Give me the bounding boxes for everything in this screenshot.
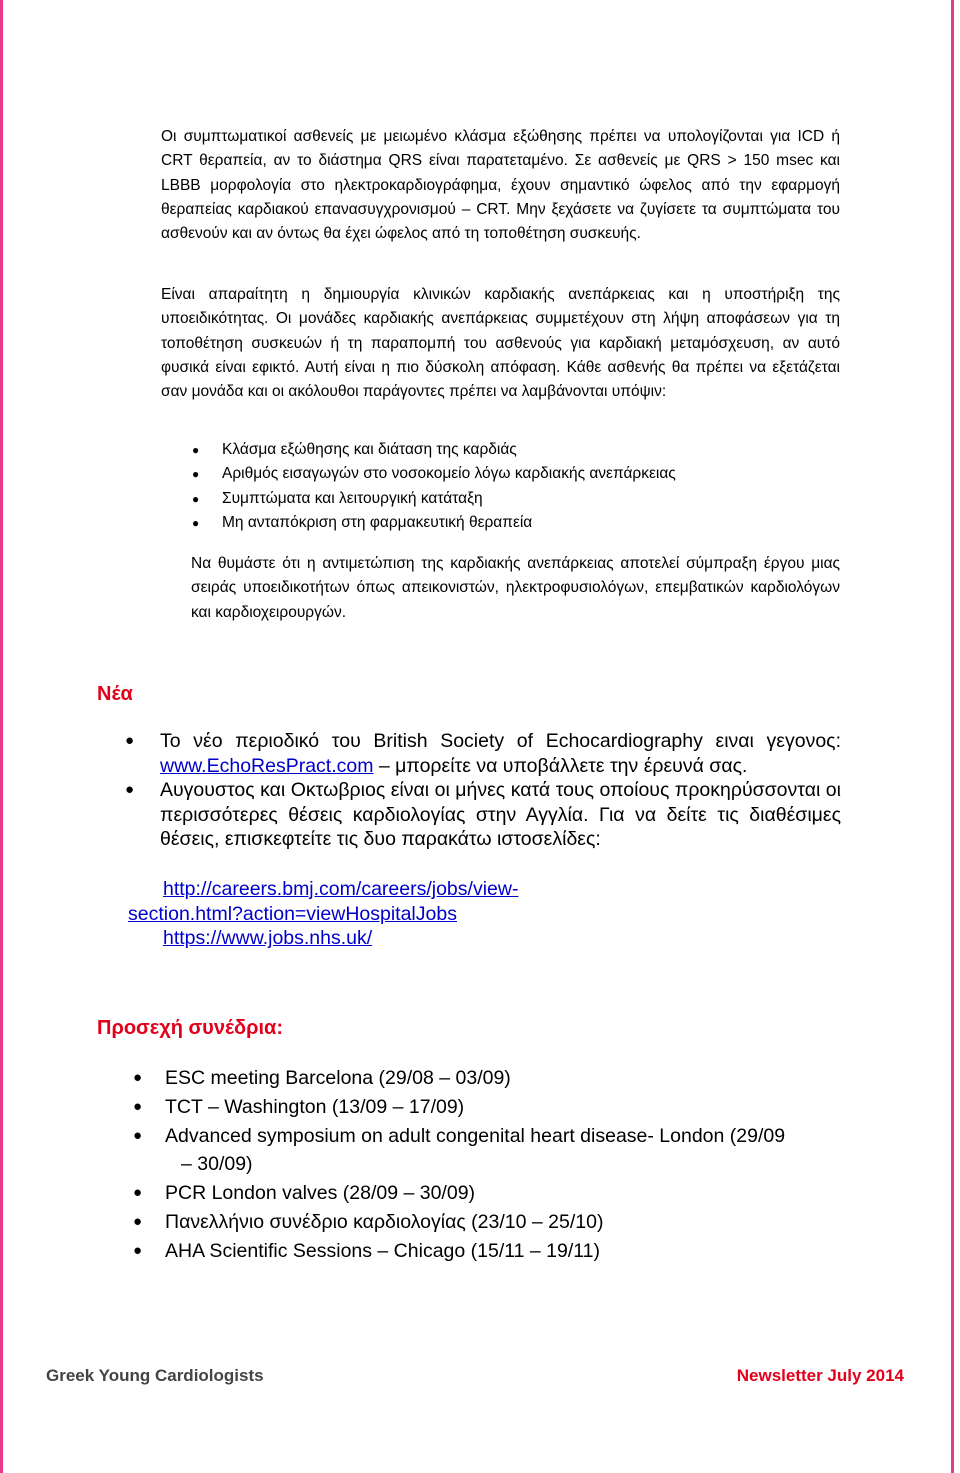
paragraph-crt: Οι συμπτωματικοί ασθενείς με μειωμένο κλάσμα εξώθησης πρέπει να υπολογίζονται για ICD ή CRT θεραπεία, αν το διάστημα QRS είναι παρατεταμένο. Σε ασθενείς με QRS > 150 msec και LBBB μορφολογία στο ηλεκτροκαρδιογράφημα, έχουν σημαντικό ώφελος από την εφαρμογή θεραπείας καρδιακού επανασυγχρονισμού – CRT. Μην ξεχάσετε να ζυγίσετε τα συμπτώματα του ασθενούν και αν όντως θα έχει ώφελος από τη τοποθέτηση συσκευής.	[161, 128, 840, 243]
bullet-icon: ●	[125, 781, 135, 799]
news-heading: Νέα	[97, 683, 133, 705]
factors-list	[161, 438, 841, 535]
bullet-icon: ●	[133, 1242, 143, 1259]
news-list	[120, 729, 841, 852]
list-item: ● PCR London valves (28/09 – 30/09)	[130, 1179, 842, 1207]
footer-org-name: Greek Young Cardiologists	[46, 1366, 264, 1385]
list-item: ● AHA Scientific Sessions – Chicago (15/11 – 19/11)	[130, 1237, 842, 1265]
bullet-icon: ●	[192, 515, 200, 530]
bmj-careers-link[interactable]: http://careers.bmj.com/careers/jobs/view-	[163, 878, 519, 900]
list-item: ● TCT – Washington (13/09 – 17/09)	[130, 1093, 842, 1121]
list-item: ● ESC meeting Barcelona (29/08 – 03/09)	[130, 1064, 842, 1092]
list-item: ● Advanced symposium on adult congenital heart disease- London (29/09 – 30/09)	[130, 1122, 842, 1178]
bullet-icon: ●	[133, 1098, 143, 1115]
bullet-icon: ●	[125, 732, 135, 749]
bullet-icon: ●	[192, 443, 200, 457]
bmj-careers-link-cont[interactable]: section.html?action=viewHospitalJobs	[128, 902, 457, 925]
list-item: ● Πανελλήνιο συνέδριο καρδιολογίας (23/10 – 25/10)	[130, 1208, 842, 1236]
bullet-icon: ●	[192, 467, 200, 482]
list-item: ● Συμπτώματα και λειτουργική κατάταξη	[161, 487, 841, 511]
news-item: ● Το νέο περιοδικό του British Society of Echocardiography ειναι γεγονος: www.EchoResPract.com – μπορείτε να υποβάλλετε την έρευνά σας.	[125, 730, 841, 777]
bullet-icon: ●	[133, 1213, 143, 1230]
conferences-list	[130, 1064, 842, 1266]
bullet-icon: ●	[133, 1184, 143, 1201]
list-item: ● Κλάσμα εξώθησης και διάταση της καρδιάς	[161, 438, 841, 462]
footer-newsletter-date: Newsletter July 2014	[736, 1366, 904, 1385]
news-item: ● Αυγουστος και Οκτωβριος είναι οι μήνες κατά τους οποίους προκηρύσσονται οι περισσότερες θέσεις καρδιολογίας στην Αγγλία. Για να δείτε τις διαθέσιμες θέσεις, επισκεφτείτε τις δυο παρακάτω ιστοσελίδες:	[125, 779, 841, 851]
jobs-links	[128, 877, 628, 951]
conferences-heading: Προσεχή συνέδρια:	[97, 1017, 283, 1039]
list-item: ● Αριθμός εισαγωγών στο νοσοκομείο λόγω καρδιακής ανεπάρκειας	[161, 462, 841, 486]
list-item: ● Μη ανταπόκριση στη φαρμακευτική θεραπεία	[161, 511, 841, 535]
paragraph-collaboration: Να θυμάστε ότι η αντιμετώπιση της καρδιακής ανεπάρκειας αποτελεί σύμπραξη έργου μιας σειράς υποειδικοτήτων όπως απεικονιστών, ηλεκτροφυσιολόγων, επεμβατικών καρδιολόγων και καρδιοχειρουργών.	[191, 555, 840, 621]
bullet-icon: ●	[133, 1127, 143, 1144]
bullet-icon: ●	[133, 1069, 143, 1086]
bullet-icon: ●	[192, 491, 200, 506]
echorespract-link[interactable]: www.EchoResPract.com	[160, 754, 374, 777]
paragraph-hf-clinics: Είναι απαραίτητη η δημιουργία κλινικών καρδιακής ανεπάρκειας και η υποστήριξη της υποειδικότητας. Οι μονάδες καρδιακής ανεπάρκειας συμμετέχουν στη λήψη αποφάσεων για τη τοποθέτηση συσκευών ή τη παραπομπή του ασθενούς για καρδιακή μεταμόσχευση, αν αυτό φυσικά είναι εφικτό. Αυτή είναι η πιο δύσκολη απόφαση. Κάθε ασθενής θα πρέπει να εξετάζεται σαν μονάδα και οι ακόλουθοι παράγοντες πρέπει να λαμβάνονται υπόψιν:	[161, 286, 840, 401]
nhs-jobs-link[interactable]: https://www.jobs.nhs.uk/	[163, 927, 373, 950]
